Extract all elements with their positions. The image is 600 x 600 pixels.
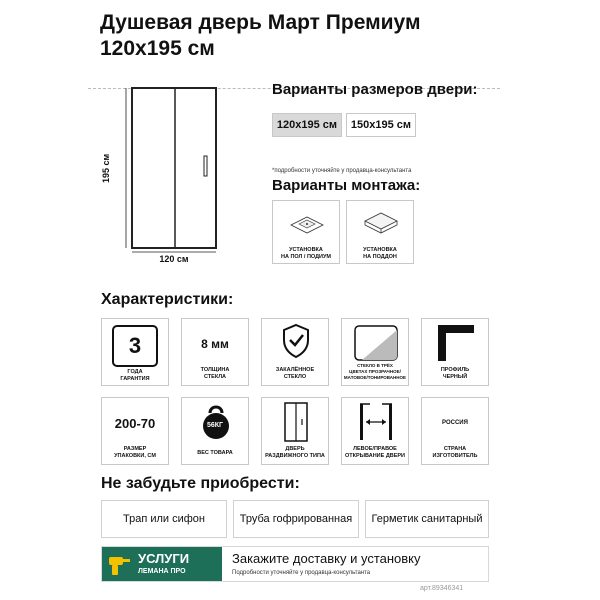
mounting-heading: Варианты монтажа: xyxy=(272,177,421,194)
size-option-120x195[interactable]: 120x195 см xyxy=(272,113,342,137)
black-profile-icon xyxy=(436,323,476,363)
mount-label-floor xyxy=(273,247,339,261)
country-label-l2: ИЗГОТОВИТЕЛЬ xyxy=(432,453,478,459)
door-width-label: 120 см xyxy=(159,254,189,264)
mount-option-tray[interactable] xyxy=(346,200,414,264)
mount-label-floor-l1: УСТАНОВКА xyxy=(289,247,323,253)
title-line-1: Душевая дверь Март Премиум xyxy=(100,11,421,34)
article-number: арт.89346341 xyxy=(420,585,464,592)
characteristics-heading: Характеристики: xyxy=(101,291,234,308)
mount-option-floor[interactable] xyxy=(272,200,340,264)
mount-label-floor-l2: НА ПОЛ / ПОДИУМ xyxy=(280,254,332,260)
page-title xyxy=(100,10,421,62)
shield-check-icon xyxy=(281,323,311,359)
mount-label-tray-l2: НА ПОДДОН xyxy=(363,254,397,260)
package-label xyxy=(102,446,168,460)
glass-type-label xyxy=(342,363,408,381)
profile-label xyxy=(422,367,488,381)
profile-label-l1: ПРОФИЛЬ xyxy=(440,367,470,373)
mount-label-tray xyxy=(347,247,413,261)
tempered-label xyxy=(262,367,328,381)
also-buy-heading: Не забудьте приобрести: xyxy=(101,475,300,492)
feature-package-size xyxy=(101,397,169,465)
feature-country xyxy=(421,397,489,465)
profile-label-l2: ЧЕРНЫЙ xyxy=(442,374,468,380)
door-type-label-l2: РАЗДВИЖНОГО ТИПА xyxy=(265,453,325,459)
weight-value: 56КГ xyxy=(206,422,224,429)
feature-weight xyxy=(181,397,249,465)
opening-label-l2: ОТКРЫВАНИЕ ДВЕРИ xyxy=(344,453,406,459)
package-value: 200-70 xyxy=(114,416,156,431)
feature-door-type xyxy=(261,397,329,465)
thickness-label-l2: СТЕКЛА xyxy=(203,374,227,380)
thickness-value: 8 мм xyxy=(201,337,229,351)
feature-glass-type xyxy=(341,318,409,386)
left-right-opening-icon xyxy=(356,402,396,442)
thickness-label xyxy=(182,367,248,381)
feature-thickness xyxy=(181,318,249,386)
warranty-value: 3 xyxy=(112,325,158,367)
glass-sample-icon xyxy=(354,325,398,361)
floor-mount-icon xyxy=(287,207,327,237)
door-drawing xyxy=(110,84,220,254)
brand-label: ЛЕМАНА ПРО xyxy=(138,568,186,575)
banner-note: Подробности уточняйте у продавца-консультанта xyxy=(232,570,371,576)
sizes-note: *подробности уточняйте у продавца-консультанта xyxy=(272,168,412,174)
glass-type-label-l1: СТЕКЛО В ТРЁХ xyxy=(357,363,393,368)
package-label-l2: УПАКОВКИ, СМ xyxy=(114,453,156,459)
also-buy-item-sealant[interactable]: Герметик санитарный xyxy=(365,500,489,538)
title-line-2: 120x195 см xyxy=(100,37,215,60)
country-label xyxy=(422,446,488,460)
opening-label xyxy=(342,446,408,460)
services-badge xyxy=(102,547,222,581)
services-banner[interactable] xyxy=(101,546,489,582)
warranty-label-l1: ГОДА xyxy=(127,369,143,375)
thickness-label-l1: ТОЛЩИНА xyxy=(200,367,230,373)
tray-mount-icon xyxy=(361,207,401,237)
services-label: УСЛУГИ xyxy=(138,551,190,566)
mount-label-tray-l1: УСТАНОВКА xyxy=(363,247,397,253)
tempered-label-l2: СТЕКЛО xyxy=(283,374,307,380)
weight-label: ВЕС ТОВАРА xyxy=(197,450,233,456)
banner-cta: Закажите доставку и установку xyxy=(232,551,421,566)
glass-type-label-l3: МАТОВОЕ/ТОНИРОВАННОЕ xyxy=(343,375,407,380)
opening-label-l1: ЛЕВОЕ/ПРАВОЕ xyxy=(353,446,397,452)
glass-type-label-l2: ЦВЕТАХ ПРОЗРАЧНОЕ/ xyxy=(349,369,401,374)
feature-profile xyxy=(421,318,489,386)
sizes-heading: Варианты размеров двери: xyxy=(272,81,478,98)
door-type-label-l1: ДВЕРЬ xyxy=(285,446,305,452)
feature-tempered xyxy=(261,318,329,386)
feature-opening xyxy=(341,397,409,465)
country-value: РОССИЯ xyxy=(442,420,468,426)
kettlebell-icon xyxy=(201,401,231,441)
tempered-label-l1: ЗАКАЛЁННОЕ xyxy=(275,367,315,373)
warranty-label-l2: ГАРАНТИЯ xyxy=(120,376,150,382)
door-height-label: 195 см xyxy=(101,153,111,183)
door-type-label xyxy=(262,446,328,460)
drill-icon xyxy=(106,552,132,578)
also-buy-item-pipe[interactable]: Труба гофрированная xyxy=(233,500,359,538)
package-label-l1: РАЗМЕР xyxy=(123,446,147,452)
country-label-l1: СТРАНА xyxy=(443,446,467,452)
also-buy-item-drain[interactable]: Трап или сифон xyxy=(101,500,227,538)
warranty-label xyxy=(102,369,168,383)
sliding-door-icon xyxy=(284,402,308,442)
feature-warranty xyxy=(101,318,169,386)
size-option-150x195[interactable]: 150x195 см xyxy=(346,113,416,137)
